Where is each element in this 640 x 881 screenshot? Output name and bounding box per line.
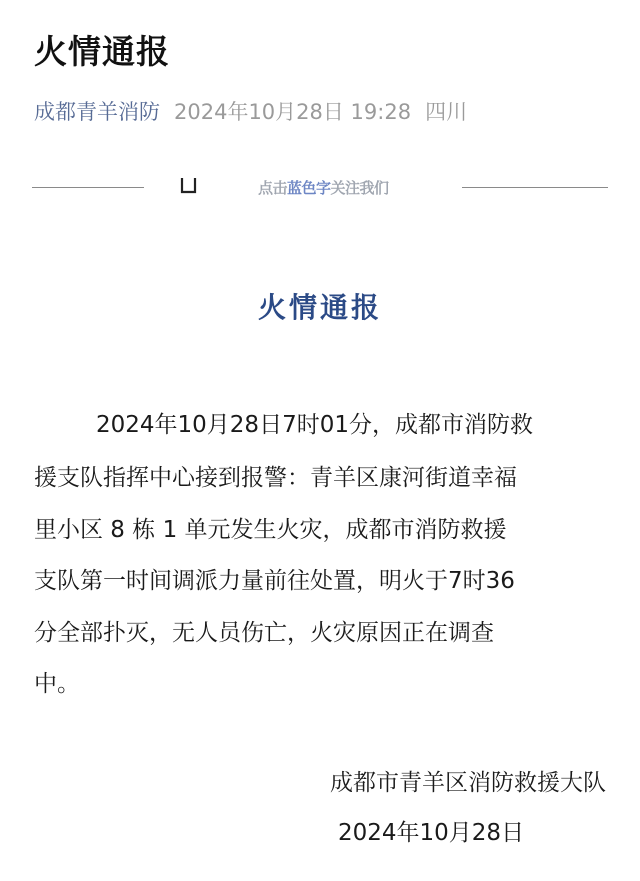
follow-banner [32, 172, 608, 202]
body-text-line: 中。 [34, 671, 80, 697]
body-text-line: 支队第一时间调派力量前往处置，明火于7时36 [34, 568, 515, 594]
divider-left [32, 187, 144, 188]
article-meta [34, 96, 467, 126]
account-name-link[interactable]: 成都青羊消防 [34, 100, 160, 124]
publish-location: 四川 [425, 100, 468, 124]
body-text-line: 2024年10月28日7时01分，成都市消防救 [96, 412, 533, 438]
body-text-line: 援支队指挥中心接到报警：青羊区康河街道幸福 [34, 465, 517, 491]
divider-right [462, 187, 608, 188]
follow-text-prefix: 点击 [258, 179, 288, 197]
follow-us-link[interactable] [258, 177, 389, 198]
page-title: 火情通报 [34, 32, 170, 71]
article-heading: 火情通报 [257, 291, 382, 324]
body-text-line: 分全部扑灭，无人员伤亡，火灾原因正在调查 [34, 620, 494, 646]
follow-text-suffix: 关注我们 [330, 179, 389, 197]
signature-date: 2024年10月28日 [338, 820, 525, 846]
bracket-icon [180, 177, 197, 194]
follow-text-highlight: 蓝色字 [287, 179, 331, 197]
signature: 成都市青羊区消防救援大队 [330, 770, 606, 796]
body-text-line: 里小区 8 栋 1 单元发生火灾，成都市消防救援 [34, 517, 507, 543]
publish-datetime: 2024年10月28日 19:28 [174, 100, 412, 124]
